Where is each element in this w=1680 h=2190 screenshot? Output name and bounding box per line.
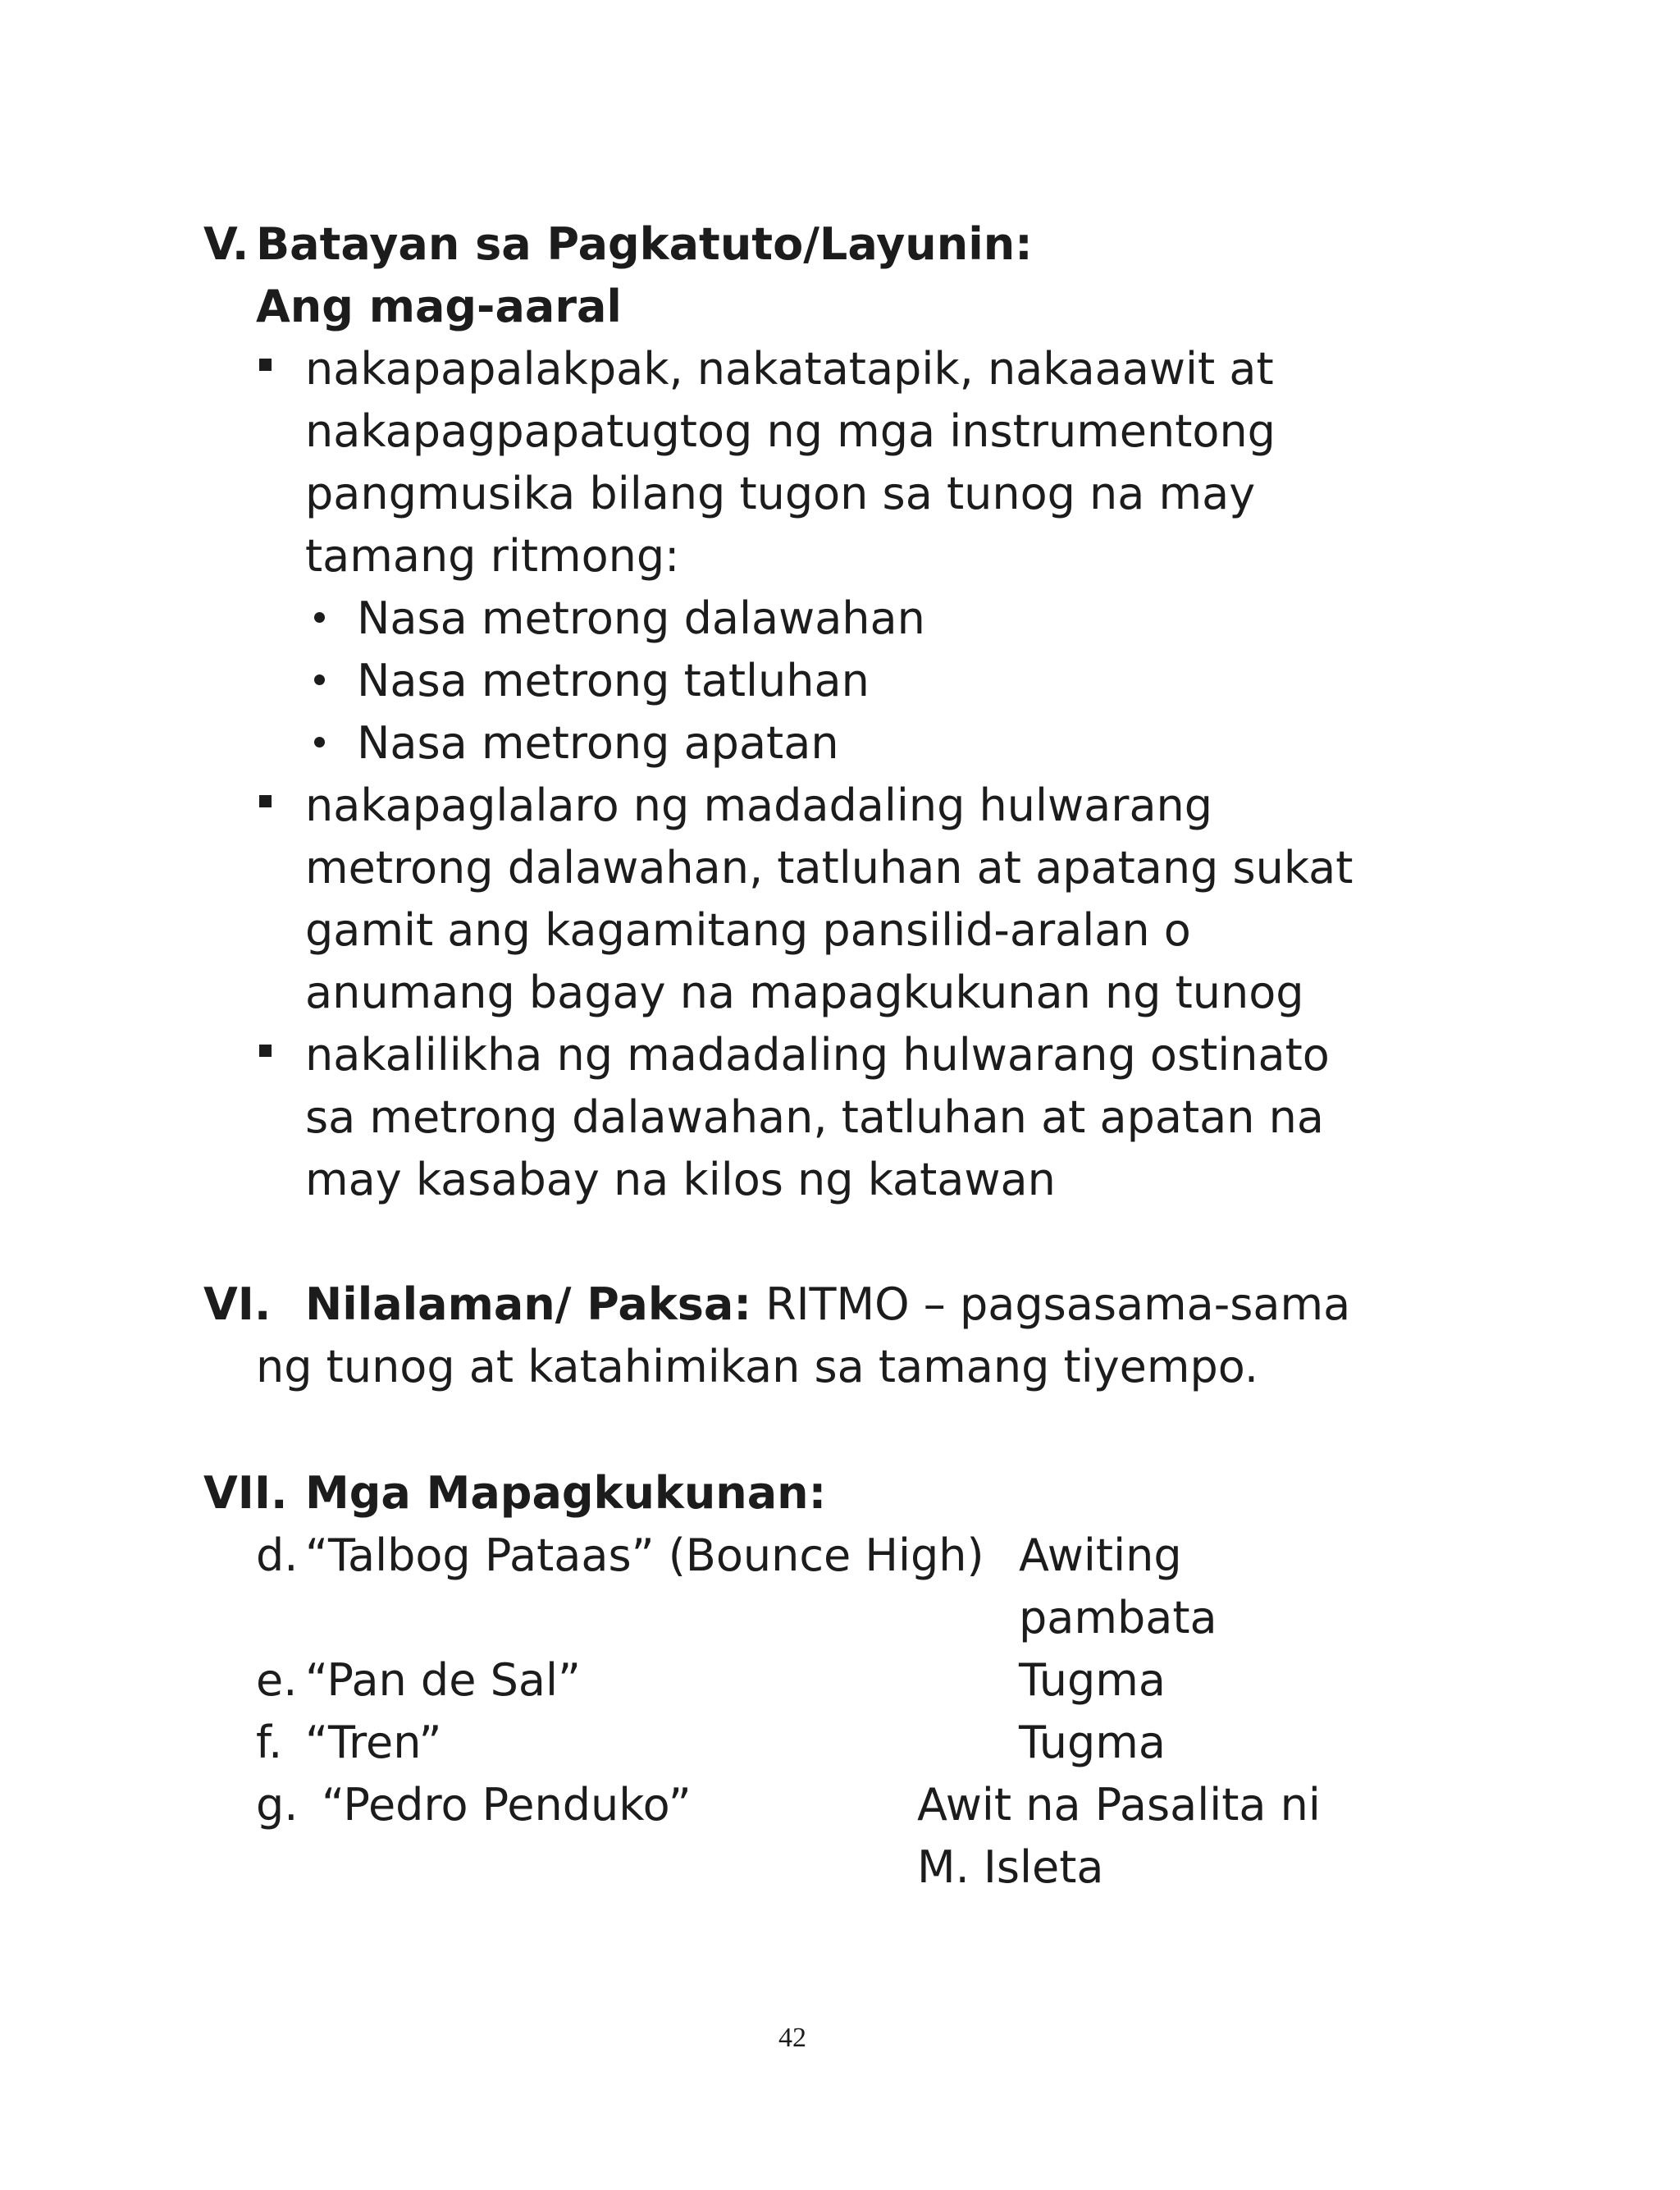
objective-line: tamang ritmong: bbox=[305, 530, 680, 582]
objective-line: nakapaglalaro ng madadaling hulwarang bbox=[305, 780, 1213, 831]
section-vi-number: VI. bbox=[203, 1278, 272, 1330]
section-vi-line bbox=[305, 1273, 1350, 1336]
round-bullet-icon bbox=[314, 674, 325, 685]
square-bullet-icon bbox=[259, 1045, 272, 1057]
section-vii-title: Mga Mapagkukunan: bbox=[305, 1467, 827, 1519]
resource-title: “Pedro Penduko” bbox=[322, 1779, 692, 1831]
section-vi-label: Nilalaman/ Paksa: bbox=[305, 1278, 751, 1330]
square-bullet-icon bbox=[259, 359, 272, 371]
objective-line: nakalilikha ng madadaling hulwarang ostinato bbox=[305, 1029, 1330, 1081]
objective-line: nakapapalakpak, nakatatapik, nakaaawit at bbox=[305, 343, 1274, 395]
resource-type: Awit na Pasalita ni bbox=[917, 1779, 1321, 1831]
sub-item-text: Nasa metrong tatluhan bbox=[357, 655, 870, 706]
resource-title: “Pan de Sal” bbox=[305, 1654, 581, 1706]
resource-type: Awiting bbox=[1019, 1529, 1182, 1581]
resource-type: pambata bbox=[1019, 1592, 1217, 1644]
resource-letter: g. bbox=[256, 1779, 299, 1831]
section-v-subtitle: Ang mag-aaral bbox=[256, 281, 622, 332]
objective-line: may kasabay na kilos ng katawan bbox=[305, 1154, 1056, 1205]
objective-line: metrong dalawahan, tatluhan at apatang sukat bbox=[305, 842, 1354, 894]
resource-letter: d. bbox=[256, 1529, 299, 1581]
objective-line: pangmusika bilang tugon sa tunog na may bbox=[305, 468, 1256, 519]
resource-type: M. Isleta bbox=[917, 1841, 1104, 1893]
resource-type: Tugma bbox=[1019, 1654, 1166, 1706]
section-vi-text-continued: ng tunog at katahimikan sa tamang tiyempo. bbox=[256, 1341, 1259, 1392]
objective-line: sa metrong dalawahan, tatluhan at apatan na bbox=[305, 1091, 1324, 1143]
resource-title: “Talbog Pataas” (Bounce High) bbox=[305, 1529, 984, 1581]
objective-line: nakapagpapatugtog ng mga instrumentong bbox=[305, 405, 1276, 457]
square-bullet-icon bbox=[259, 795, 272, 807]
resource-letter: e. bbox=[256, 1654, 298, 1706]
objective-line: anumang bagay na mapagkukunan ng tunog bbox=[305, 967, 1304, 1018]
section-v-title: Batayan sa Pagkatuto/Layunin: bbox=[256, 218, 1033, 270]
round-bullet-icon bbox=[314, 612, 325, 623]
objective-line: gamit ang kagamitang pansilid-aralan o bbox=[305, 904, 1191, 956]
resource-title: “Tren” bbox=[305, 1717, 442, 1768]
sub-item-text: Nasa metrong dalawahan bbox=[357, 592, 925, 644]
round-bullet-icon bbox=[314, 737, 325, 748]
section-vi-text: RITMO – pagsasama-sama bbox=[765, 1278, 1351, 1330]
section-vii-number: VII. bbox=[203, 1467, 288, 1519]
sub-item-text: Nasa metrong apatan bbox=[357, 717, 839, 769]
resource-letter: f. bbox=[256, 1717, 283, 1768]
resource-type: Tugma bbox=[1019, 1717, 1166, 1768]
section-v-number: V. bbox=[203, 218, 249, 270]
page-number: 42 bbox=[778, 2023, 806, 2053]
